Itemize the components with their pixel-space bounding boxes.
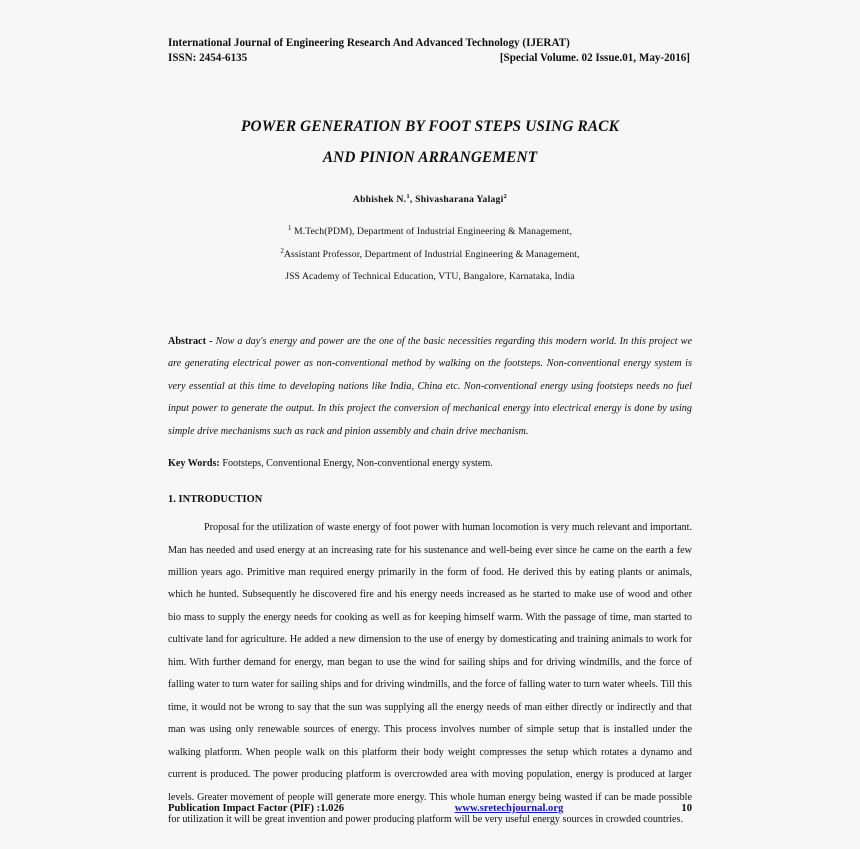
paper-title-line-2: AND PINION ARRANGEMENT xyxy=(322,149,538,166)
affiliation-line-2 xyxy=(168,244,692,267)
section-heading-introduction: 1. INTRODUCTION xyxy=(168,494,263,506)
publication-impact-factor: Publication Impact Factor (PIF) :1.026 xyxy=(168,803,345,814)
page-number: 10 xyxy=(681,803,692,814)
author-list xyxy=(168,193,692,207)
author-separator: , xyxy=(409,194,416,205)
abstract-paragraph xyxy=(168,331,692,444)
affiliation-text-1: M.Tech(PDM), Department of Industrial Engineering & Management, xyxy=(291,226,572,237)
journal-running-head xyxy=(168,36,692,66)
page-content xyxy=(168,36,692,831)
abstract-label: Abstract - xyxy=(168,335,216,347)
affiliation-line-1 xyxy=(168,221,692,244)
affiliation-marker-2: 2 xyxy=(280,247,284,255)
author-name-2: Shivasharana Yalagi xyxy=(415,194,504,205)
affiliation-line-3: JSS Academy of Technical Education, VTU, Bangalore, Karnataka, India xyxy=(285,271,575,282)
page-footer xyxy=(168,801,692,816)
keywords-text: Footsteps, Conventional Energy, Non-conventional energy system. xyxy=(222,458,493,470)
affiliation-marker-1: 1 xyxy=(288,224,292,232)
issn-issue-row xyxy=(168,51,692,66)
journal-title: International Journal of Engineering Research And Advanced Technology (IJERAT) xyxy=(168,37,570,49)
affiliation-block xyxy=(168,221,692,289)
author-affiliation-marker-2: 2 xyxy=(503,192,508,200)
journal-website-link-text[interactable]: www.sretechjournal.org xyxy=(454,803,564,814)
affiliation-text-2: Assistant Professor, Department of Industrial Engineering & Management, xyxy=(283,248,580,260)
author-name-1: Abhishek N. xyxy=(352,194,407,205)
author-affiliation-marker-1: 1 xyxy=(406,192,410,200)
paper-title xyxy=(168,111,692,173)
issue-info-text: [Special Volume. 02 Issue.01, May-2016] xyxy=(499,52,690,64)
paper-title-line-1: POWER GENERATION BY FOOT STEPS USING RACK xyxy=(241,118,619,135)
journal-website-link[interactable] xyxy=(344,801,658,816)
abstract-text: Now a day's energy and power are the one of the basic necessities regarding this modern world. In this project we are generating electrical power as non-conventional method by walking on the footsteps. Non-conventional energy system is very essential at this time to developing nations like India, China etc. Non-conventional energy using footsteps needs no fuel input power to generate the output. In this project the conversion of mechanical energy into electrical energy is done by using simple drive mechanisms such as rack and pinion assembly and chain drive mechanism. xyxy=(168,335,692,437)
issn-text: ISSN: 2454-6135 xyxy=(168,52,248,64)
introduction-paragraph: Proposal for the utilization of waste energy of foot power with human locomotion is very much relevant and important. Man has needed and used energy at an increasing rate for his sustenance and well-being ever since he came on the earth a few million years ago. Primitive man required energy primarily in the form of food. He derived this by eating plants or animals, which he hunted. Subsequently he discovered fire and his energy needs increased as he started to make use of wood and other bio mass to supply the energy needs for cooking as well as for keeping himself warm. With the passage of time, man started to cultivate land for agriculture. He added a new dimension to the use of energy by domesticating and training animals to work for him. With further demand for energy, man began to use the wind for sailing ships and for driving windmills, and the force of falling water to turn water for sailing ships and for driving windmills, and the force of falling water to turn water wheels. Till this time, it would not be wrong to say that the sun was supplying all the energy needs of man either directly or indirectly and that man was using only renewable sources of energy. This process involves number of simple setup that is installed under the walking platform. When people walk on this platform their body weight compresses the setup which rotates a dynamo and current is produced. The power producing platform is overcrowded area with moving population, energy is produced at larger levels. Greater movement of people will generate more energy. This whole human energy being wasted if can be made possible for utilization it will be great invention and power producing platform will be very useful energy sources in crowded countries. xyxy=(168,522,692,825)
keywords-label: Key Words: xyxy=(168,458,223,470)
keywords-paragraph xyxy=(168,454,692,473)
